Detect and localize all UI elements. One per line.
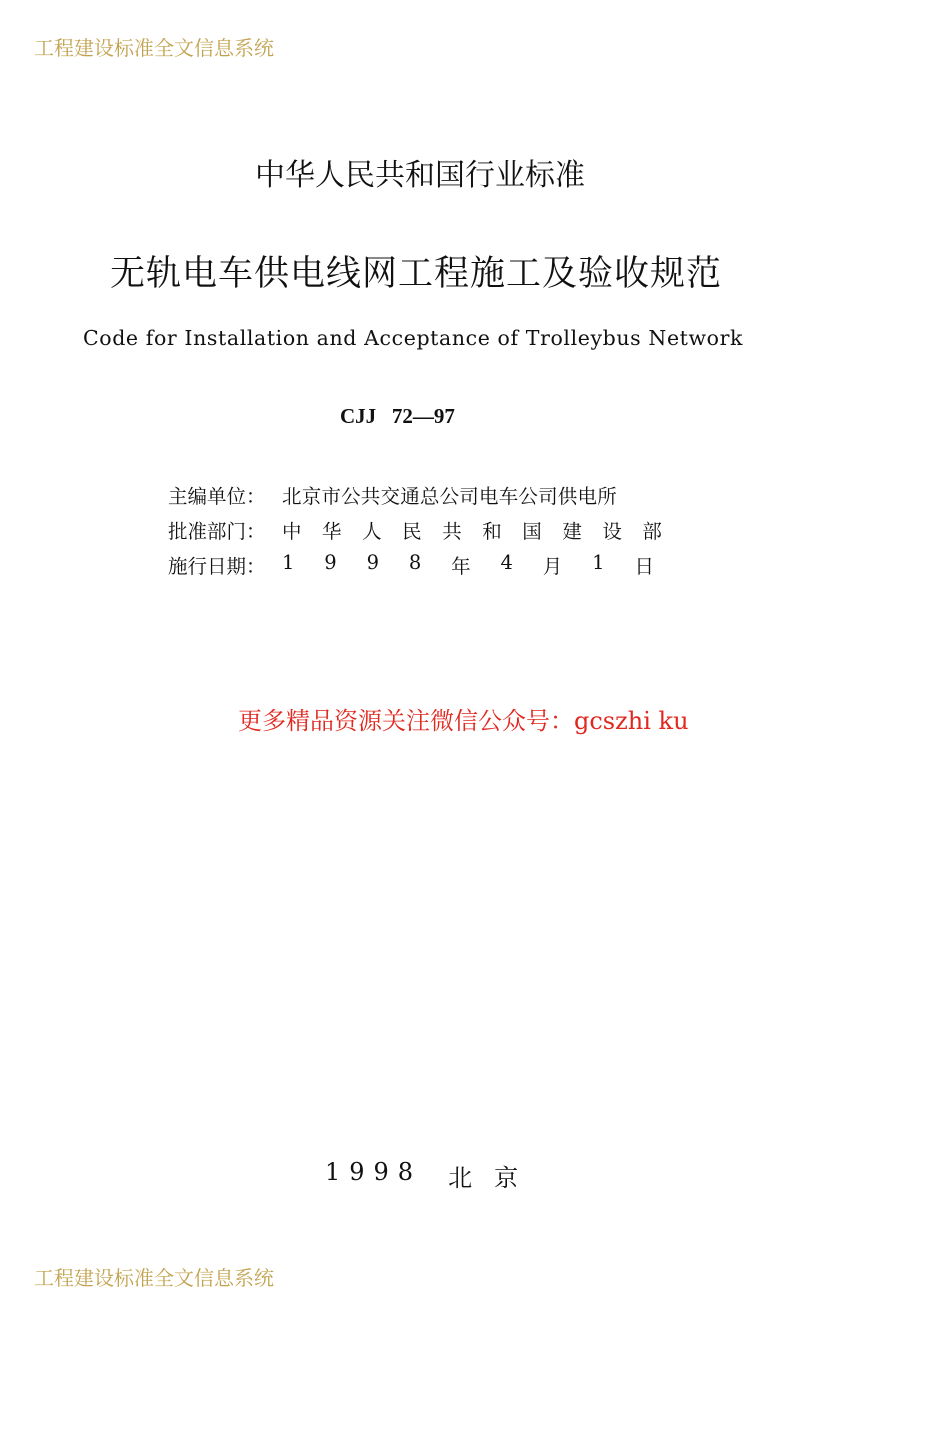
info-row-approver [168, 517, 668, 543]
standard-code: CJJ 72—97 [340, 404, 455, 428]
date-label: 施行日期： [168, 555, 266, 578]
approver-char: 共 [442, 520, 462, 543]
publication-footer [325, 1158, 540, 1193]
approver-char: 和 [482, 520, 502, 543]
date-char: 8 [408, 551, 422, 574]
date-char: 1 [282, 551, 295, 574]
info-row-editor [168, 482, 668, 508]
date-char: 月 [542, 555, 563, 578]
approver-char: 国 [522, 520, 542, 543]
date-char: 9 [324, 551, 337, 574]
editor-value: 北京市公共交通总公司电车公司供电所 [282, 485, 617, 508]
editor-label: 主编单位： [168, 485, 266, 508]
date-char: 日 [634, 555, 654, 578]
approver-char: 中 [282, 520, 302, 543]
date-value [282, 551, 654, 579]
date-char: 4 [500, 551, 513, 574]
info-row-date [168, 552, 668, 578]
publication-year: 1998 [325, 1158, 423, 1186]
document-title-en: Code for Installation and Acceptance of Trolleybus Network [82, 326, 744, 350]
date-char: 年 [451, 555, 471, 578]
standard-category: 中华人民共和国行业标准 [255, 158, 585, 193]
approver-char: 建 [562, 520, 582, 543]
approver-char: 人 [362, 520, 382, 543]
document-title-cn: 无轨电车供电线网工程施工及验收规范 [109, 254, 722, 294]
approver-char: 华 [322, 520, 342, 543]
promo-text: 更多精品资源关注微信公众号：gcszhi ku [238, 707, 689, 735]
date-char: 1 [592, 551, 605, 574]
watermark-top: 工程建设标准全文信息系统 [34, 36, 274, 60]
approver-char: 民 [402, 520, 422, 543]
publication-city: 北京 [448, 1164, 541, 1192]
approver-value [282, 516, 662, 544]
watermark-bottom: 工程建设标准全文信息系统 [34, 1266, 274, 1290]
date-char: 9 [366, 551, 379, 574]
approver-char: 部 [642, 520, 662, 543]
approver-label: 批准部门： [168, 520, 266, 543]
approver-char: 设 [602, 520, 622, 543]
